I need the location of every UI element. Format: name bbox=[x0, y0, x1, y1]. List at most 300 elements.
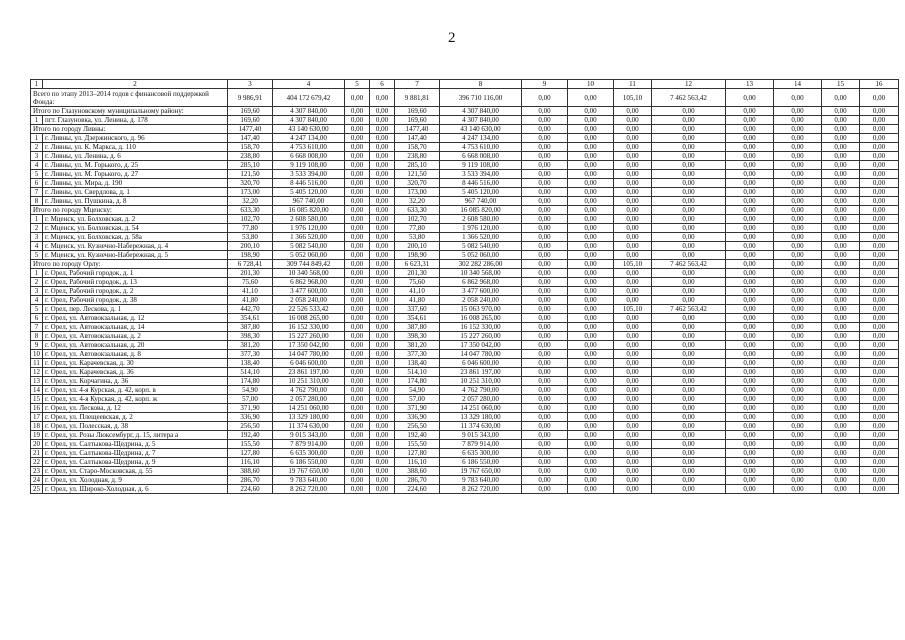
value-cell: 0,00 bbox=[614, 332, 652, 341]
row-index: 6 bbox=[31, 314, 43, 323]
value-cell: 0,00 bbox=[652, 386, 726, 395]
value-cell: 57,00 bbox=[228, 395, 273, 404]
value-cell: 0,00 bbox=[568, 368, 614, 377]
value-cell: 15 227 260,00 bbox=[273, 332, 345, 341]
address-cell: г. Орел, ул. Салтыкова-Щедрина, д. 5 bbox=[43, 440, 228, 449]
value-cell: 0,00 bbox=[614, 377, 652, 386]
value-cell: 0,00 bbox=[726, 422, 774, 431]
value-cell: 0,00 bbox=[345, 377, 370, 386]
address-cell: г. Орел, ул. Карачевская, д. 36 bbox=[43, 368, 228, 377]
value-cell: 0,00 bbox=[822, 404, 860, 413]
value-cell: 8 262 720,00 bbox=[440, 485, 522, 494]
row-index: 6 bbox=[31, 179, 43, 188]
value-cell: 0,00 bbox=[370, 413, 395, 422]
value-cell: 0,00 bbox=[345, 449, 370, 458]
value-cell: 75,60 bbox=[228, 278, 273, 287]
address-cell: г. Орел, ул. Автовокзальная, д. 2 bbox=[43, 332, 228, 341]
value-cell: 14 251 060,00 bbox=[440, 404, 522, 413]
value-cell: 0,00 bbox=[652, 422, 726, 431]
column-number: 5 bbox=[345, 80, 370, 89]
value-cell: 1477,40 bbox=[395, 125, 440, 134]
value-cell: 0,00 bbox=[822, 449, 860, 458]
column-number: 7 bbox=[395, 80, 440, 89]
value-cell: 0,00 bbox=[822, 296, 860, 305]
total-label: Всего по этапу 2013–2014 годов с финансовой поддержкой Фонда: bbox=[31, 89, 228, 107]
value-cell: 0,00 bbox=[614, 206, 652, 215]
value-cell: 174,80 bbox=[228, 377, 273, 386]
value-cell: 0,00 bbox=[568, 476, 614, 485]
value-cell: 0,00 bbox=[774, 107, 822, 116]
value-cell: 4 753 610,00 bbox=[273, 143, 345, 152]
value-cell: 75,60 bbox=[395, 278, 440, 287]
value-cell: 0,00 bbox=[774, 377, 822, 386]
value-cell: 377,30 bbox=[395, 350, 440, 359]
value-cell: 0,00 bbox=[522, 476, 568, 485]
value-cell: 0,00 bbox=[370, 260, 395, 269]
value-cell: 8 446 516,00 bbox=[440, 179, 522, 188]
value-cell: 41,80 bbox=[395, 296, 440, 305]
value-cell: 0,00 bbox=[614, 125, 652, 134]
value-cell: 0,00 bbox=[822, 251, 860, 260]
value-cell: 0,00 bbox=[860, 305, 899, 314]
value-cell: 0,00 bbox=[860, 143, 899, 152]
value-cell: 0,00 bbox=[774, 368, 822, 377]
value-cell: 0,00 bbox=[822, 170, 860, 179]
table-row bbox=[31, 485, 899, 494]
value-cell: 0,00 bbox=[345, 350, 370, 359]
value-cell: 9 119 108,00 bbox=[440, 161, 522, 170]
address-cell: г. Орел, ул. 4-я Курская, д. 42, корп. ж bbox=[43, 395, 228, 404]
value-cell: 4 307 840,00 bbox=[440, 116, 522, 125]
value-cell: 0,00 bbox=[774, 386, 822, 395]
value-cell: 0,00 bbox=[774, 359, 822, 368]
value-cell: 102,70 bbox=[395, 215, 440, 224]
row-index: 3 bbox=[31, 152, 43, 161]
value-cell: 0,00 bbox=[726, 368, 774, 377]
value-cell: 0,00 bbox=[726, 242, 774, 251]
value-cell: 0,00 bbox=[822, 278, 860, 287]
value-cell: 320,70 bbox=[395, 179, 440, 188]
value-cell: 0,00 bbox=[822, 377, 860, 386]
value-cell: 0,00 bbox=[522, 89, 568, 107]
value-cell: 0,00 bbox=[822, 476, 860, 485]
address-cell: г. Орел, ул. Салтыкова-Щедрина, д. 7 bbox=[43, 449, 228, 458]
value-cell: 0,00 bbox=[522, 413, 568, 422]
table-row bbox=[31, 152, 899, 161]
table-row bbox=[31, 314, 899, 323]
table-row bbox=[31, 179, 899, 188]
value-cell: 0,00 bbox=[860, 278, 899, 287]
row-index: 15 bbox=[31, 395, 43, 404]
value-cell: 0,00 bbox=[726, 287, 774, 296]
value-cell: 388,60 bbox=[395, 467, 440, 476]
value-cell: 0,00 bbox=[860, 359, 899, 368]
row-index: 5 bbox=[31, 251, 43, 260]
value-cell: 0,00 bbox=[614, 413, 652, 422]
value-cell: 0,00 bbox=[822, 413, 860, 422]
value-cell: 0,00 bbox=[345, 125, 370, 134]
value-cell: 0,00 bbox=[860, 377, 899, 386]
table-row bbox=[31, 395, 899, 404]
value-cell: 0,00 bbox=[726, 314, 774, 323]
address-cell: г. Орел, ул. Автовокзальная, д. 14 bbox=[43, 323, 228, 332]
value-cell: 0,00 bbox=[568, 179, 614, 188]
value-cell: 0,00 bbox=[614, 368, 652, 377]
value-cell: 0,00 bbox=[370, 116, 395, 125]
value-cell: 0,00 bbox=[860, 449, 899, 458]
value-cell: 0,00 bbox=[345, 395, 370, 404]
value-cell: 0,00 bbox=[774, 197, 822, 206]
value-cell: 0,00 bbox=[345, 314, 370, 323]
value-cell: 388,60 bbox=[228, 467, 273, 476]
value-cell: 0,00 bbox=[614, 152, 652, 161]
value-cell: 0,00 bbox=[774, 440, 822, 449]
value-cell: 0,00 bbox=[614, 395, 652, 404]
value-cell: 0,00 bbox=[370, 350, 395, 359]
value-cell: 0,00 bbox=[522, 296, 568, 305]
value-cell: 11 374 630,00 bbox=[273, 422, 345, 431]
value-cell: 6 186 550,00 bbox=[440, 458, 522, 467]
value-cell: 0,00 bbox=[774, 179, 822, 188]
value-cell: 53,80 bbox=[395, 233, 440, 242]
value-cell: 198,90 bbox=[395, 251, 440, 260]
table-row bbox=[31, 296, 899, 305]
value-cell: 17 350 042,00 bbox=[440, 341, 522, 350]
value-cell: 0,00 bbox=[522, 206, 568, 215]
address-cell: г. Мценск, ул. Кузнечно-Набережная, д. 5 bbox=[43, 251, 228, 260]
value-cell: 0,00 bbox=[522, 134, 568, 143]
total-label: Итого по Глазуновскому муниципальному району: bbox=[31, 107, 228, 116]
value-cell: 0,00 bbox=[652, 458, 726, 467]
value-cell: 0,00 bbox=[652, 251, 726, 260]
value-cell: 0,00 bbox=[726, 134, 774, 143]
value-cell: 0,00 bbox=[726, 476, 774, 485]
value-cell: 0,00 bbox=[345, 179, 370, 188]
value-cell: 0,00 bbox=[522, 161, 568, 170]
value-cell: 0,00 bbox=[860, 341, 899, 350]
address-cell: г. Ливны, ул. М. Горького, д. 27 bbox=[43, 170, 228, 179]
value-cell: 0,00 bbox=[726, 431, 774, 440]
value-cell: 0,00 bbox=[568, 89, 614, 107]
value-cell: 0,00 bbox=[774, 125, 822, 134]
value-cell: 9 783 640,00 bbox=[273, 476, 345, 485]
value-cell: 9 015 343,00 bbox=[273, 431, 345, 440]
value-cell: 0,00 bbox=[522, 458, 568, 467]
value-cell: 0,00 bbox=[860, 107, 899, 116]
value-cell: 5 052 060,00 bbox=[440, 251, 522, 260]
value-cell: 0,00 bbox=[345, 368, 370, 377]
value-cell: 0,00 bbox=[522, 107, 568, 116]
value-cell: 173,00 bbox=[228, 188, 273, 197]
column-number: 1 bbox=[31, 80, 43, 89]
value-cell: 0,00 bbox=[774, 269, 822, 278]
value-cell: 0,00 bbox=[860, 386, 899, 395]
value-cell: 0,00 bbox=[726, 224, 774, 233]
address-cell: г. Орел, ул. Холодная, д. 9 bbox=[43, 476, 228, 485]
value-cell: 224,60 bbox=[395, 485, 440, 494]
value-cell: 147,40 bbox=[228, 134, 273, 143]
table-row bbox=[31, 251, 899, 260]
value-cell: 158,70 bbox=[228, 143, 273, 152]
value-cell: 0,00 bbox=[370, 197, 395, 206]
value-cell: 0,00 bbox=[568, 314, 614, 323]
address-cell: г. Ливны, ул. Дзержинского, д. 96 bbox=[43, 134, 228, 143]
value-cell: 0,00 bbox=[568, 170, 614, 179]
value-cell: 10 340 568,00 bbox=[440, 269, 522, 278]
value-cell: 0,00 bbox=[652, 125, 726, 134]
value-cell: 0,00 bbox=[568, 134, 614, 143]
value-cell: 0,00 bbox=[860, 233, 899, 242]
address-cell: г. Орел, ул. Лескова, д. 12 bbox=[43, 404, 228, 413]
value-cell: 2 057 280,00 bbox=[440, 395, 522, 404]
value-cell: 0,00 bbox=[822, 314, 860, 323]
value-cell: 0,00 bbox=[822, 287, 860, 296]
value-cell: 0,00 bbox=[568, 107, 614, 116]
value-cell: 0,00 bbox=[345, 224, 370, 233]
address-cell: г. Орел, ул. Автовокзальная, д. 12 bbox=[43, 314, 228, 323]
value-cell: 0,00 bbox=[652, 341, 726, 350]
table-row bbox=[31, 377, 899, 386]
value-cell: 336,90 bbox=[228, 413, 273, 422]
value-cell: 0,00 bbox=[726, 188, 774, 197]
table-row bbox=[31, 305, 899, 314]
value-cell: 0,00 bbox=[345, 206, 370, 215]
value-cell: 0,00 bbox=[614, 179, 652, 188]
value-cell: 0,00 bbox=[345, 404, 370, 413]
value-cell: 0,00 bbox=[774, 215, 822, 224]
value-cell: 155,50 bbox=[228, 440, 273, 449]
value-cell: 0,00 bbox=[370, 332, 395, 341]
value-cell: 1477,40 bbox=[228, 125, 273, 134]
address-cell: г. Ливны, ул. Ленина, д. 6 bbox=[43, 152, 228, 161]
value-cell: 0,00 bbox=[614, 440, 652, 449]
row-index: 17 bbox=[31, 413, 43, 422]
row-index: 14 bbox=[31, 386, 43, 395]
value-cell: 0,00 bbox=[345, 269, 370, 278]
value-cell: 15 227 260,00 bbox=[440, 332, 522, 341]
data-table bbox=[30, 79, 899, 494]
row-index: 1 bbox=[31, 116, 43, 125]
value-cell: 0,00 bbox=[822, 152, 860, 161]
value-cell: 6 046 600,00 bbox=[440, 359, 522, 368]
value-cell: 0,00 bbox=[652, 116, 726, 125]
value-cell: 224,60 bbox=[228, 485, 273, 494]
value-cell: 0,00 bbox=[860, 206, 899, 215]
value-cell: 0,00 bbox=[822, 323, 860, 332]
value-cell: 0,00 bbox=[726, 206, 774, 215]
value-cell: 0,00 bbox=[774, 89, 822, 107]
value-cell: 0,00 bbox=[522, 404, 568, 413]
value-cell: 0,00 bbox=[652, 332, 726, 341]
value-cell: 0,00 bbox=[774, 152, 822, 161]
value-cell: 0,00 bbox=[568, 251, 614, 260]
value-cell: 0,00 bbox=[614, 476, 652, 485]
value-cell: 0,00 bbox=[345, 458, 370, 467]
row-index: 9 bbox=[31, 341, 43, 350]
address-cell: г. Орел, пер. Лескова, д. 1 bbox=[43, 305, 228, 314]
table-row bbox=[31, 413, 899, 422]
value-cell: 0,00 bbox=[568, 224, 614, 233]
value-cell: 0,00 bbox=[726, 305, 774, 314]
value-cell: 169,60 bbox=[395, 107, 440, 116]
value-cell: 0,00 bbox=[370, 440, 395, 449]
value-cell: 285,10 bbox=[228, 161, 273, 170]
value-cell: 0,00 bbox=[614, 341, 652, 350]
value-cell: 121,50 bbox=[395, 170, 440, 179]
value-cell: 0,00 bbox=[345, 431, 370, 440]
value-cell: 4 247 134,00 bbox=[440, 134, 522, 143]
value-cell: 0,00 bbox=[774, 161, 822, 170]
value-cell: 155,50 bbox=[395, 440, 440, 449]
value-cell: 14 251 060,00 bbox=[273, 404, 345, 413]
address-cell: г. Ливны, ул. М. Горького, д. 25 bbox=[43, 161, 228, 170]
value-cell: 0,00 bbox=[345, 485, 370, 494]
value-cell: 0,00 bbox=[370, 368, 395, 377]
value-cell: 0,00 bbox=[822, 395, 860, 404]
value-cell: 0,00 bbox=[568, 485, 614, 494]
value-cell: 0,00 bbox=[822, 305, 860, 314]
value-cell: 0,00 bbox=[726, 278, 774, 287]
value-cell: 0,00 bbox=[774, 431, 822, 440]
value-cell: 0,00 bbox=[614, 251, 652, 260]
value-cell: 0,00 bbox=[370, 377, 395, 386]
value-cell: 0,00 bbox=[522, 440, 568, 449]
value-cell: 0,00 bbox=[568, 260, 614, 269]
value-cell: 0,00 bbox=[614, 314, 652, 323]
value-cell: 1 366 520,00 bbox=[273, 233, 345, 242]
value-cell: 7 462 563,42 bbox=[652, 260, 726, 269]
value-cell: 0,00 bbox=[568, 332, 614, 341]
value-cell: 396 710 116,00 bbox=[440, 89, 522, 107]
table-row bbox=[31, 143, 899, 152]
value-cell: 5 082 540,00 bbox=[273, 242, 345, 251]
value-cell: 0,00 bbox=[345, 332, 370, 341]
value-cell: 0,00 bbox=[614, 188, 652, 197]
address-cell: г. Мценск, ул. Кузнечно-Набережная, д. 4 bbox=[43, 242, 228, 251]
value-cell: 0,00 bbox=[370, 152, 395, 161]
address-cell: г. Орел, ул. Полесская, д. 38 bbox=[43, 422, 228, 431]
value-cell: 0,00 bbox=[860, 134, 899, 143]
value-cell: 169,60 bbox=[395, 116, 440, 125]
value-cell: 0,00 bbox=[822, 107, 860, 116]
value-cell: 0,00 bbox=[568, 404, 614, 413]
value-cell: 0,00 bbox=[774, 296, 822, 305]
column-number: 4 bbox=[273, 80, 345, 89]
value-cell: 0,00 bbox=[370, 359, 395, 368]
value-cell: 0,00 bbox=[614, 359, 652, 368]
value-cell: 0,00 bbox=[860, 296, 899, 305]
value-cell: 0,00 bbox=[652, 377, 726, 386]
value-cell: 398,30 bbox=[395, 332, 440, 341]
value-cell: 0,00 bbox=[774, 260, 822, 269]
value-cell: 0,00 bbox=[860, 125, 899, 134]
address-cell: г. Орел, ул. 4-я Курская, д. 42, корп. в bbox=[43, 386, 228, 395]
value-cell: 0,00 bbox=[568, 305, 614, 314]
value-cell: 0,00 bbox=[860, 89, 899, 107]
value-cell: 0,00 bbox=[652, 143, 726, 152]
value-cell: 0,00 bbox=[345, 359, 370, 368]
value-cell: 0,00 bbox=[522, 188, 568, 197]
value-cell: 286,70 bbox=[395, 476, 440, 485]
value-cell: 0,00 bbox=[860, 368, 899, 377]
value-cell: 0,00 bbox=[652, 215, 726, 224]
value-cell: 0,00 bbox=[860, 152, 899, 161]
address-cell: г. Орел, Рабочий городок, д. 38 bbox=[43, 296, 228, 305]
value-cell: 0,00 bbox=[345, 242, 370, 251]
value-cell: 0,00 bbox=[345, 467, 370, 476]
value-cell: 381,20 bbox=[228, 341, 273, 350]
value-cell: 0,00 bbox=[522, 431, 568, 440]
value-cell: 158,70 bbox=[395, 143, 440, 152]
value-cell: 0,00 bbox=[568, 341, 614, 350]
value-cell: 192,40 bbox=[395, 431, 440, 440]
value-cell: 3 477 600,00 bbox=[440, 287, 522, 296]
table-row bbox=[31, 269, 899, 278]
value-cell: 0,00 bbox=[774, 449, 822, 458]
value-cell: 0,00 bbox=[726, 143, 774, 152]
value-cell: 41,10 bbox=[228, 287, 273, 296]
value-cell: 0,00 bbox=[370, 161, 395, 170]
value-cell: 0,00 bbox=[652, 107, 726, 116]
value-cell: 0,00 bbox=[345, 422, 370, 431]
table-row bbox=[31, 233, 899, 242]
value-cell: 0,00 bbox=[345, 170, 370, 179]
value-cell: 0,00 bbox=[370, 242, 395, 251]
value-cell: 43 140 630,00 bbox=[273, 125, 345, 134]
value-cell: 442,70 bbox=[228, 305, 273, 314]
value-cell: 0,00 bbox=[370, 305, 395, 314]
value-cell: 0,00 bbox=[370, 476, 395, 485]
value-cell: 0,00 bbox=[822, 458, 860, 467]
value-cell: 77,80 bbox=[228, 224, 273, 233]
value-cell: 0,00 bbox=[822, 206, 860, 215]
value-cell: 0,00 bbox=[614, 197, 652, 206]
address-cell: г. Орел, ул. Корчагина, д. 36 bbox=[43, 377, 228, 386]
value-cell: 0,00 bbox=[860, 179, 899, 188]
value-cell: 0,00 bbox=[568, 296, 614, 305]
value-cell: 22 526 533,42 bbox=[273, 305, 345, 314]
value-cell: 387,80 bbox=[228, 323, 273, 332]
value-cell: 0,00 bbox=[652, 314, 726, 323]
value-cell: 0,00 bbox=[345, 89, 370, 107]
value-cell: 514,10 bbox=[395, 368, 440, 377]
value-cell: 0,00 bbox=[822, 125, 860, 134]
value-cell: 0,00 bbox=[652, 242, 726, 251]
total-label: Итого по городу Ливны: bbox=[31, 125, 228, 134]
table-row bbox=[31, 323, 899, 332]
value-cell: 0,00 bbox=[860, 224, 899, 233]
value-cell: 0,00 bbox=[822, 134, 860, 143]
row-index: 4 bbox=[31, 161, 43, 170]
value-cell: 309 744 849,42 bbox=[273, 260, 345, 269]
value-cell: 0,00 bbox=[726, 260, 774, 269]
value-cell: 0,00 bbox=[370, 422, 395, 431]
value-cell: 0,00 bbox=[726, 404, 774, 413]
value-cell: 0,00 bbox=[822, 359, 860, 368]
value-cell: 0,00 bbox=[522, 323, 568, 332]
value-cell: 0,00 bbox=[726, 359, 774, 368]
value-cell: 0,00 bbox=[774, 233, 822, 242]
value-cell: 0,00 bbox=[345, 134, 370, 143]
value-cell: 336,90 bbox=[395, 413, 440, 422]
value-cell: 3 533 394,00 bbox=[273, 170, 345, 179]
value-cell: 4 762 790,00 bbox=[273, 386, 345, 395]
value-cell: 0,00 bbox=[774, 206, 822, 215]
value-cell: 0,00 bbox=[345, 233, 370, 242]
value-cell: 0,00 bbox=[522, 179, 568, 188]
table-row bbox=[31, 458, 899, 467]
table-row bbox=[31, 350, 899, 359]
